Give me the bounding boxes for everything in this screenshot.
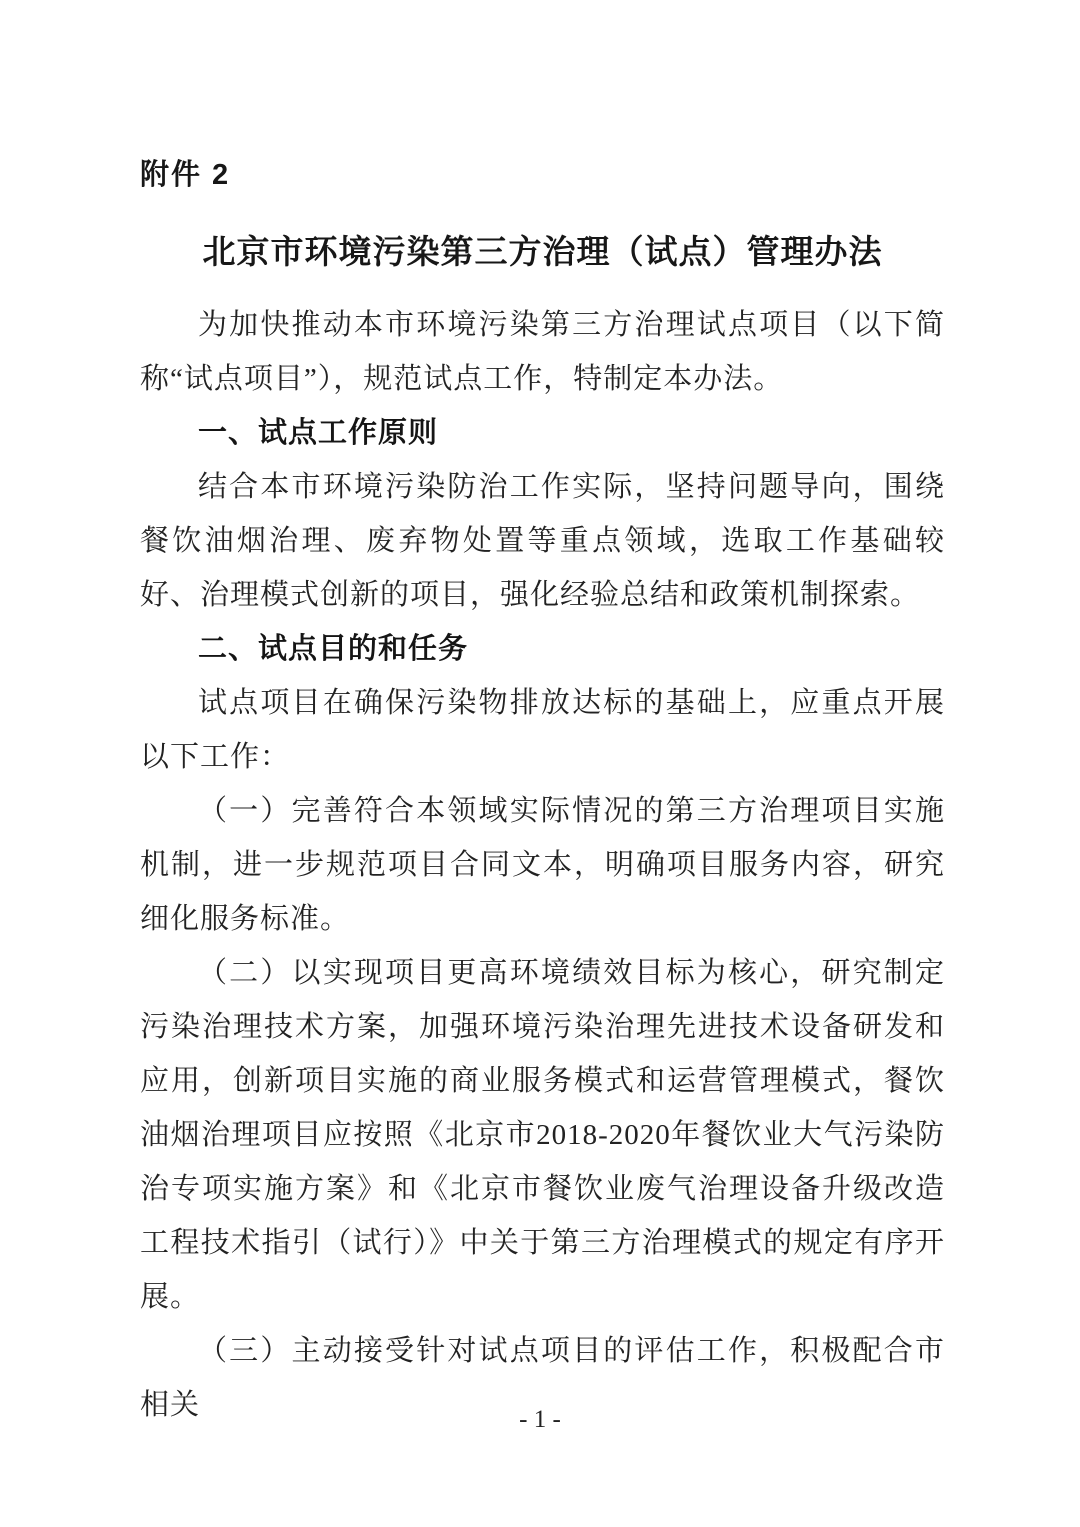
section-2-heading: 二、试点目的和任务 [198, 633, 469, 665]
section-2-intro-paragraph: 试点项目在确保污染物排放达标的基础上，应重点开展以下工作： [140, 687, 945, 773]
document-body [140, 298, 945, 1432]
task-item-1-paragraph: （一）完善符合本领域实际情况的第三方治理项目实施机制，进一步规范项目合同文本，明确项目服务内容，研究细化服务标准。 [140, 795, 945, 935]
document-title: 北京市环境污染第三方治理（试点）管理办法 [202, 235, 883, 271]
page-number: - 1 - [519, 1406, 561, 1433]
intro-paragraph: 为加快推动本市环境污染第三方治理试点项目（以下简称“试点项目”），规范试点工作，特制定本办法。 [140, 309, 945, 395]
task-item-3-paragraph: （三）主动接受针对试点项目的评估工作，积极配合市相关 [140, 1335, 945, 1421]
section-1-heading: 一、试点工作原则 [198, 417, 439, 449]
document-content [140, 158, 945, 1432]
attachment-label: 附件 2 [140, 159, 231, 191]
task-item-2-paragraph: （二）以实现项目更高环境绩效目标为核心，研究制定污染治理技术方案，加强环境污染治理先进技术设备研发和应用，创新项目实施的商业服务模式和运营管理模式，餐饮油烟治理项目应按照《北京市2018-2020年餐饮业大气污染防治专项实施方案》和《北京市餐饮业废气治理设备升级改造工程技术指引（试行）》中关于第三方治理模式的规定有序开展。 [140, 957, 945, 1313]
section-1-paragraph: 结合本市环境污染防治工作实际，坚持问题导向，围绕餐饮油烟治理、废弃物处置等重点领域，选取工作基础较好、治理模式创新的项目，强化经验总结和政策机制探索。 [140, 471, 945, 611]
